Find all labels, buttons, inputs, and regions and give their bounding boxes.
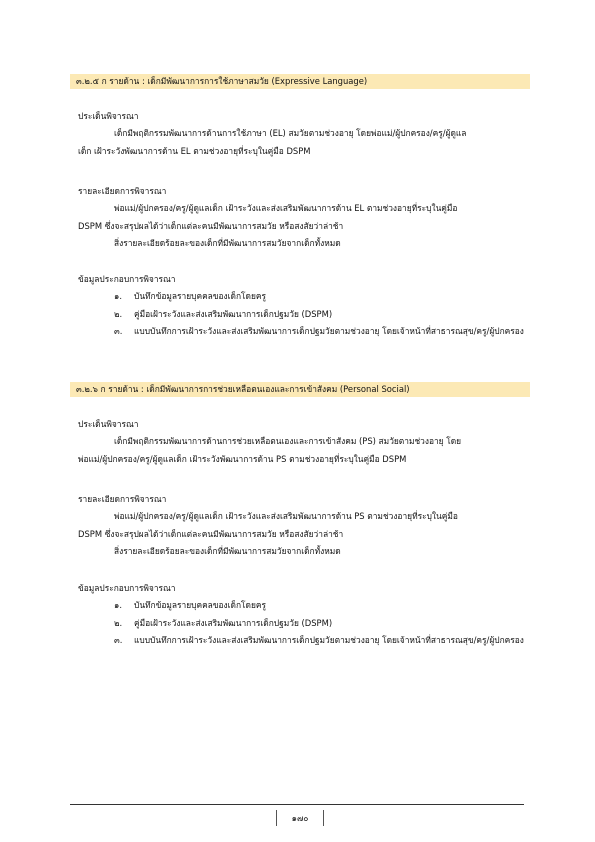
paragraph-line: สิ่งรายละเอียดร้อยละของเด็กที่มีพัฒนาการสมวัยจากเด็กทั้งหมด [114, 546, 341, 556]
paragraph-line: พ่อแม่/ผู้ปกครอง/ครู/ผู้ดูแลเด็ก เฝ้าระวังและส่งเสริมพัฒนาการด้าน PS ตามช่วงอายุที่ระบุในคู่มือ [114, 511, 458, 521]
detail-heading: รายละเอียดการพิจารณา [78, 186, 167, 196]
list-number: ๑. [114, 291, 122, 301]
list-text: คู่มือเฝ้าระวังและส่งเสริมพัฒนาการเด็กปฐมวัย (DSPM) [134, 617, 333, 628]
paragraph-line: สิ่งรายละเอียดร้อยละของเด็กที่มีพัฒนาการสมวัยจากเด็กทั้งหมด [114, 238, 341, 248]
evidence-heading: ข้อมูลประกอบการพิจารณา [78, 274, 176, 284]
list-item [114, 632, 534, 650]
evidence-list [114, 288, 534, 341]
paragraph-line: พ่อแม่/ผู้ปกครอง/ครู/ผู้ดูแลเด็ก เฝ้าระวังพัฒนาการด้าน PS ตามช่วงอายุที่ระบุในคู่มือ DSPM [78, 453, 407, 464]
list-text: แบบบันทึกการเฝ้าระวังและส่งเสริมพัฒนาการเด็กปฐมวัยตามช่วงอายุ โดยเจ้าหน้าที่สาธารณสุข/ครู/ผู้ปกครอง [134, 635, 524, 645]
section-header-expressive-language [70, 74, 530, 89]
list-number: ๓. [114, 635, 123, 645]
detail-paragraph [78, 200, 530, 253]
detail-paragraph [78, 508, 530, 561]
list-item [114, 288, 534, 306]
consideration-heading: ประเด็นพิจารณา [78, 111, 139, 121]
paragraph-line: เด็กมีพฤติกรรมพัฒนาการด้านการใช้ภาษา (EL) สมวัยตามช่วงอายุ โดยพ่อแม่/ผู้ปกครอง/ครู/ผู้ดูแล [114, 128, 467, 138]
list-item [114, 323, 534, 341]
list-text: แบบบันทึกการเฝ้าระวังและส่งเสริมพัฒนาการเด็กปฐมวัยตามช่วงอายุ โดยเจ้าหน้าที่สาธารณสุข/ครู/ผู้ปกครอง [134, 326, 524, 336]
list-number: ๑. [114, 600, 122, 610]
consideration-paragraph [78, 125, 530, 160]
paragraph-line: DSPM ซึ่งจะสรุปผลได้ว่าเด็กแต่ละคนมีพัฒนาการสมวัย หรือสงสัยว่าล่าช้า [78, 528, 344, 539]
list-text: บันทึกข้อมูลรายบุคคลของเด็กโดยครู [134, 600, 266, 610]
footer-divider [70, 804, 524, 805]
detail-heading: รายละเอียดการพิจารณา [78, 494, 167, 504]
consideration-heading: ประเด็นพิจารณา [78, 419, 139, 429]
section-title: ๓.๒.๖ ก รายด้าน : เด็กมีพัฒนาการการช่วยเหลือตนเองและการเข้าสังคม (Personal Social) [70, 382, 530, 397]
evidence-list [114, 597, 534, 650]
evidence-heading: ข้อมูลประกอบการพิจารณา [78, 583, 176, 593]
paragraph-line: เด็กมีพฤติกรรมพัฒนาการด้านการช่วยเหลือตนเองและการเข้าสังคม (PS) สมวัยตามช่วงอายุ โดย [114, 436, 462, 446]
section-header-personal-social [70, 382, 530, 397]
paragraph-line: เด็ก เฝ้าระวังพัฒนาการด้าน EL ตามช่วงอายุที่ระบุในคู่มือ DSPM [78, 145, 311, 156]
list-number: ๒. [114, 308, 123, 319]
page-number: ๑๗๐ [276, 810, 324, 826]
paragraph-line: พ่อแม่/ผู้ปกครอง/ครู/ผู้ดูแลเด็ก เฝ้าระวังและส่งเสริมพัฒนาการด้าน EL ตามช่วงอายุที่ระบุในคู่มือ [114, 203, 458, 213]
list-item [114, 615, 534, 633]
list-number: ๓. [114, 326, 123, 336]
list-number: ๒. [114, 617, 123, 628]
list-item [114, 597, 534, 615]
list-text: บันทึกข้อมูลรายบุคคลของเด็กโดยครู [134, 291, 266, 301]
consideration-paragraph [78, 433, 530, 468]
list-item [114, 306, 534, 324]
list-text: คู่มือเฝ้าระวังและส่งเสริมพัฒนาการเด็กปฐมวัย (DSPM) [134, 308, 333, 319]
section-title: ๓.๒.๕ ก รายด้าน : เด็กมีพัฒนาการการใช้ภาษาสมวัย (Expressive Language) [70, 74, 530, 89]
paragraph-line: DSPM ซึ่งจะสรุปผลได้ว่าเด็กแต่ละคนมีพัฒนาการสมวัย หรือสงสัยว่าล่าช้า [78, 220, 344, 231]
